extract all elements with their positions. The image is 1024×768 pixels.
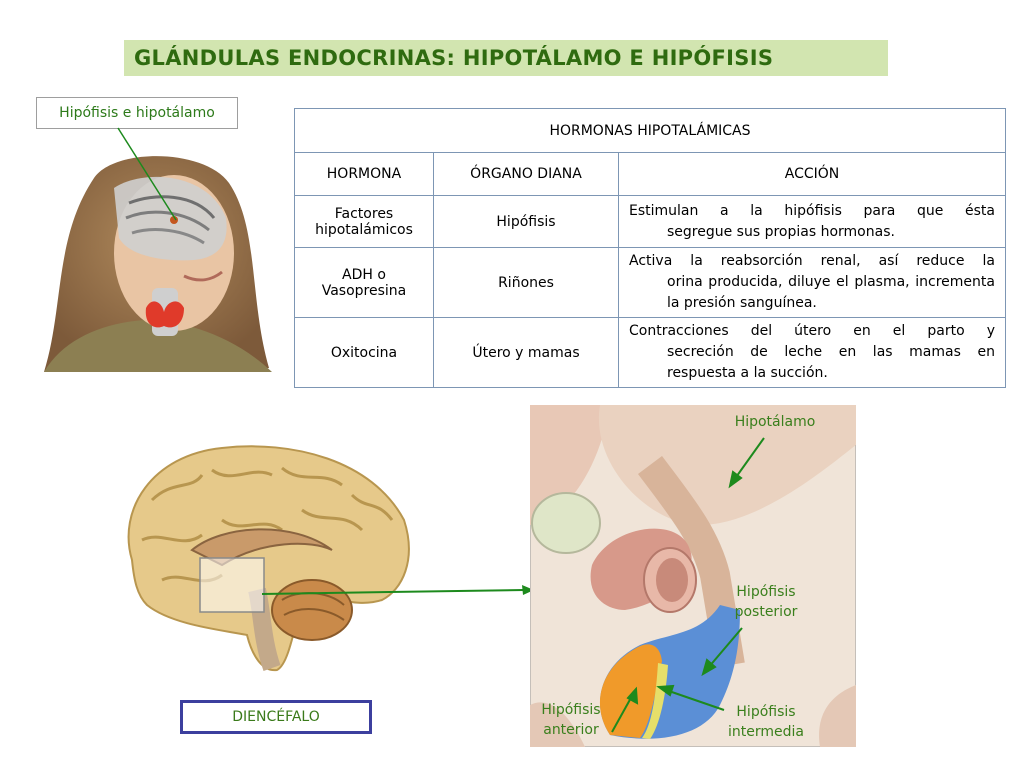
intermediate-arrow (666, 690, 724, 710)
anterior-label-line1: Hipófisis (541, 702, 601, 718)
page-title: GLÁNDULAS ENDOCRINAS: HIPOTÁLAMO E HIPÓFISIS (134, 46, 774, 70)
table-caption: HORMONAS HIPOTALÁMICAS (295, 109, 1006, 153)
anterior-arrow (612, 696, 632, 732)
intermediate-label-line1: Hipófisis (736, 704, 796, 720)
target-cell: Útero y mamas (434, 318, 619, 388)
diencephalon-label: DIENCÉFALO (180, 700, 372, 734)
hormone-cell: Factores hipotalámicos (295, 196, 434, 248)
intermediate-arrowhead (659, 686, 673, 695)
action-text-first-line: Contracciones del útero en el parto y (629, 323, 995, 339)
posterior-label-line1: Hipófisis (736, 584, 796, 600)
action-text-continued: orina producida, diluye el plasma, incrementa la presión sanguínea. (667, 274, 995, 311)
hypothalamus-arrow (734, 438, 764, 480)
hormone-cell: ADH o Vasopresina (295, 248, 434, 318)
hypothalamus-label: Hipotálamo (734, 414, 816, 430)
column-header-action: ACCIÓN (619, 153, 1006, 196)
posterior-arrow (708, 628, 742, 668)
column-header-target: ÓRGANO DIANA (434, 153, 619, 196)
action-text-first-line: Activa la reabsorción renal, así reduce la (629, 253, 995, 269)
action-text-continued: segregue sus propias hormonas. (667, 223, 895, 240)
anterior-label-line2: anterior (543, 722, 599, 738)
target-cell: Riñones (434, 248, 619, 318)
action-text-first-line: Estimulan a la hipófisis para que ésta (629, 202, 995, 219)
posterior-label-line2: posterior (734, 604, 798, 620)
intermediate-label-line2: intermedia (728, 724, 804, 740)
column-header-hormone: HORMONA (295, 153, 434, 196)
hormone-cell: Oxitocina (295, 318, 434, 388)
pituitary-hypothalamus-label: Hipófisis e hipotálamo (36, 97, 238, 129)
target-cell: Hipófisis (434, 196, 619, 248)
action-text-continued: secreción de leche en las mamas en respuesta a la succión. (667, 344, 995, 381)
